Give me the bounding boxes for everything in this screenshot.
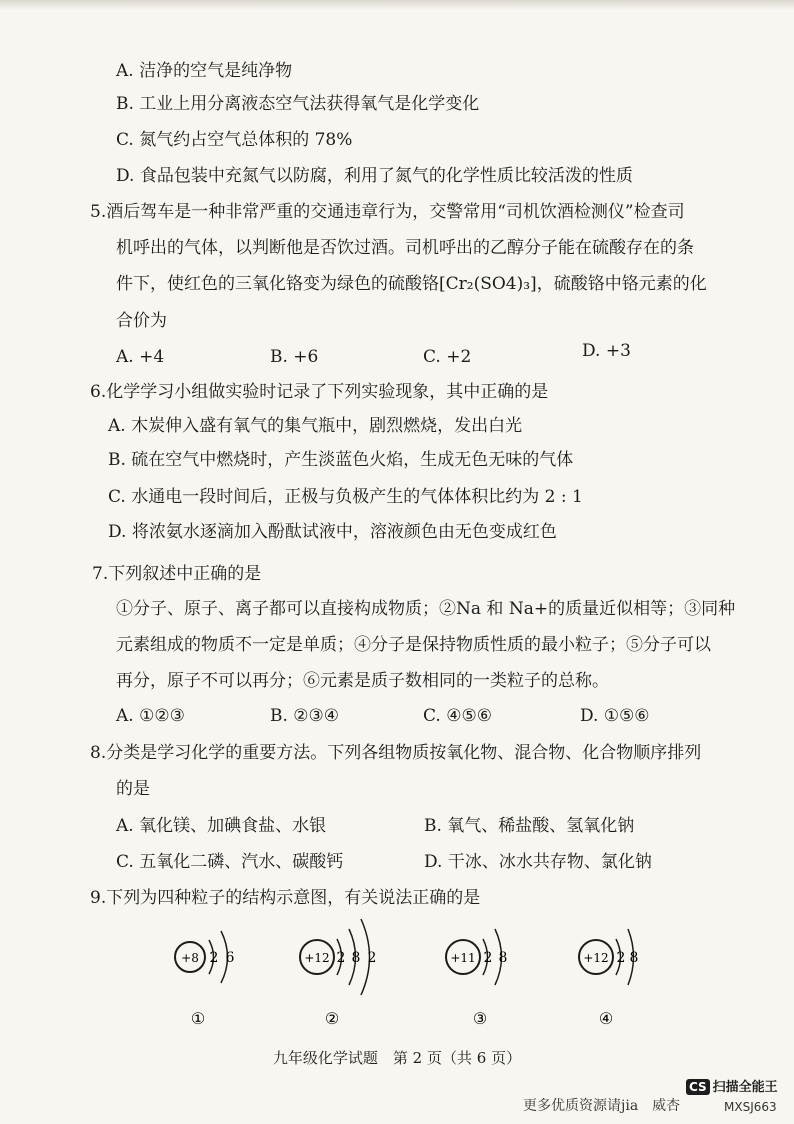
q5-option-d: D. +3: [582, 341, 631, 361]
shell-2-electrons: 8: [629, 950, 639, 966]
shell-1-electrons: 2: [336, 950, 346, 966]
shell-1-electrons: 2: [209, 950, 219, 966]
q8-option-d: D. 干冰、冰水共存物、氯化钠: [424, 852, 652, 872]
particle-label: ②: [324, 1009, 340, 1028]
q7-statement-line-3: 再分，原子不可以再分；⑥元素是质子数相同的一类粒子的总称。: [116, 671, 609, 691]
nucleus-charge: +11: [450, 951, 476, 965]
q5-option-a: A. +4: [116, 347, 165, 367]
nucleus-charge: +12: [304, 951, 330, 965]
q4-option-d: D. 食品包装中充氮气以防腐，利用了氮气的化学性质比较活泼的性质: [116, 166, 633, 186]
q7-statement-line-2: 元素组成的物质不一定是单质；④分子是保持物质性质的最小粒子；⑤分子可以: [116, 635, 711, 655]
shell-1-electrons: 2: [616, 950, 626, 966]
particle-3: [446, 929, 507, 1028]
q9-stem: 9.下列为四种粒子的结构示意图，有关说法正确的是: [90, 888, 481, 908]
shell-2-electrons: 6: [225, 950, 235, 966]
scan-top-shadow: [0, 0, 794, 10]
scanner-code: MXSJ663: [724, 1100, 777, 1114]
q4-option-a: A. 洁净的空气是纯净物: [116, 61, 293, 81]
nucleus-charge: +12: [583, 951, 609, 965]
q6-option-a: A. 木炭伸入盛有氧气的集气瓶中，剧烈燃烧，发出白光: [108, 416, 523, 436]
particle-4: [579, 929, 638, 1028]
q5-option-c: C. +2: [423, 347, 472, 367]
q7-option-d: D. ①⑤⑥: [580, 706, 650, 726]
scanner-app-name: 扫描全能王: [712, 1080, 778, 1095]
scanner-logo-icon: CS: [686, 1079, 710, 1095]
bottom-note: 更多优质资源请jia 威杏: [523, 1098, 681, 1114]
q5-stem-line-1: 5.酒后驾车是一种非常严重的交通违章行为，交警常用“司机饮酒检测仪”检查司: [90, 202, 685, 222]
q7-option-b: B. ②③④: [270, 706, 340, 726]
q6-option-d: D. 将浓氨水逐滴加入酚酞试液中，溶液颜色由无色变成红色: [108, 522, 557, 542]
particle-label: ③: [472, 1009, 488, 1028]
q4-option-b: B. 工业上用分离液态空气法获得氧气是化学变化: [116, 94, 480, 114]
q7-statement-line-1: ①分子、原子、离子都可以直接构成物质；②Na 和 Na+的质量近似相等；③同种: [116, 599, 736, 619]
q8-stem-line-2: 的是: [116, 779, 150, 799]
q6-stem: 6.化学学习小组做实验时记录了下列实验现象，其中正确的是: [90, 382, 549, 402]
q5-stem-line-2: 机呼出的气体，以判断他是否饮过酒。司机呼出的乙醇分子能在硫酸存在的条: [116, 238, 694, 258]
particle-1: [175, 931, 235, 1028]
shell-1-electrons: 2: [483, 950, 493, 966]
shell-2-electrons: 8: [351, 950, 361, 966]
particle-label: ①: [190, 1009, 206, 1028]
page-footer: 九年级化学试题 第 2 页（共 6 页）: [272, 1049, 522, 1067]
q5-stem-line-4: 合价为: [116, 311, 167, 331]
q7-option-c: C. ④⑤⑥: [423, 706, 492, 726]
particle-2: [300, 919, 376, 1028]
q5-stem-line-3: 件下，使红色的三氧化铬变为绿色的硫酸铬[Cr₂(SO4)₃]，硫酸铬中铬元素的化: [116, 274, 707, 294]
q5-option-b: B. +6: [270, 347, 319, 367]
q8-stem-line-1: 8.分类是学习化学的重要方法。下列各组物质按氧化物、混合物、化合物顺序排列: [90, 743, 702, 763]
atomic-structure-diagrams: [160, 905, 640, 1030]
q8-option-a: A. 氧化镁、加碘食盐、水银: [116, 816, 327, 836]
q6-option-b: B. 硫在空气中燃烧时，产生淡蓝色火焰，生成无色无味的气体: [108, 450, 574, 470]
shell-2-electrons: 8: [498, 950, 508, 966]
nucleus-charge: +8: [181, 951, 199, 965]
q8-option-b: B. 氧气、稀盐酸、氢氧化钠: [424, 816, 635, 836]
scanner-watermark: [686, 1076, 786, 1114]
q7-stem: 7.下列叙述中正确的是: [92, 564, 262, 584]
shell-3-electrons: 2: [367, 950, 377, 966]
q8-option-c: C. 五氧化二磷、汽水、碳酸钙: [116, 852, 344, 872]
q4-option-c: C. 氮气约占空气总体积的 78%: [116, 130, 353, 150]
particle-label: ④: [598, 1009, 614, 1028]
q6-option-c: C. 水通电一段时间后，正极与负极产生的气体体积比约为 2 : 1: [108, 487, 583, 507]
q7-option-a: A. ①②③: [116, 706, 185, 726]
